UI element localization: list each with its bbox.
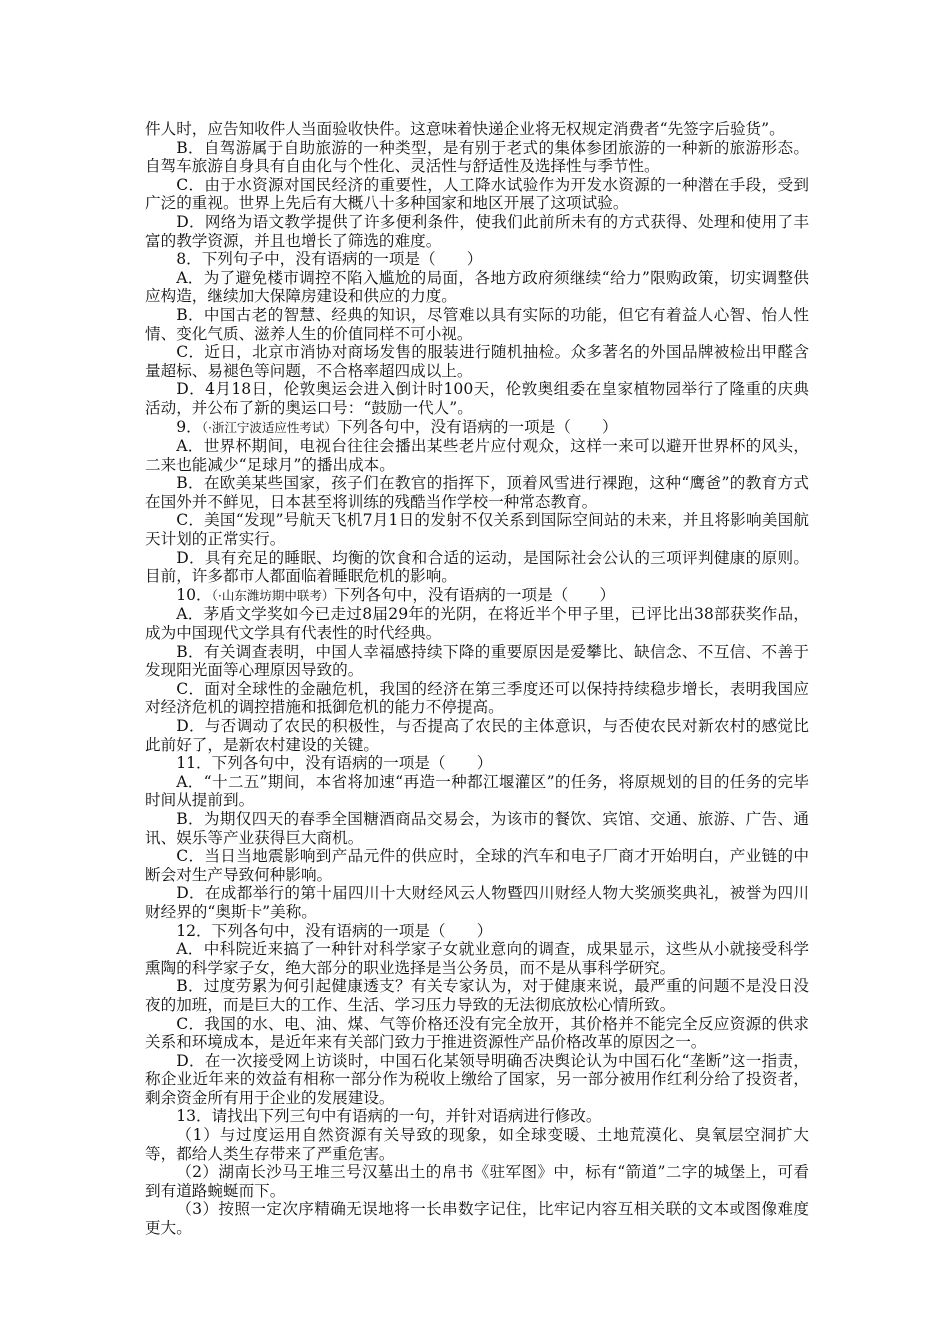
question-text: 下列各句中，没有语病的一项是（ ） bbox=[336, 417, 618, 436]
question-text: 下列各句中，没有语病的一项是（ ） bbox=[334, 585, 616, 604]
paragraph: C．近日，北京市消协对商场发售的服装进行随机抽检。众多著名的外国品牌被检出甲醛含量超标、易褪色等问题，不合格率超四成以上。 bbox=[145, 343, 809, 380]
paragraph: C．由于水资源对国民经济的重要性，人工降水试验作为开发水资源的一种潜在手段，受到广泛的重视。世界上先后有大概八十多种国家和地区开展了这项试验。 bbox=[145, 175, 809, 213]
paragraph: （3）按照一定次序精确无误地将一长串数字记住，比牢记内容互相关联的文本或图像难度更大。 bbox=[145, 1200, 809, 1238]
question-number: 9． bbox=[176, 417, 202, 436]
paragraph: C．我国的水、电、油、煤、气等价格还没有完全放开，其价格并不能完全反应资源的供求关系和环境成本，是近年来有关部门致力于推进资源性产品价格改革的原因之一。 bbox=[145, 1014, 809, 1052]
paragraph: （1）与过度运用自然资源有关导致的现象，如全球变暖、土地荒漠化、臭氧层空洞扩大等，都给人类生存带来了严重危害。 bbox=[145, 1126, 809, 1163]
paragraph: C．当日当地震影响到产品元件的供应时，全球的汽车和电子厂商才开始明白，产业链的中断会对生产导致何种影响。 bbox=[145, 847, 809, 884]
paragraph: B．有关调查表明，中国人幸福感持续下降的重要原因是爱攀比、缺信念、不互信、不善于发现阳光面等心理原因导致的。 bbox=[145, 642, 809, 680]
paragraph: C．美国“发现”号航天飞机7月1日的发射不仅关系到国际空间站的未来，并且将影响美国航天计划的正常实行。 bbox=[145, 511, 809, 549]
question-heading bbox=[145, 586, 809, 606]
question-heading bbox=[145, 418, 809, 438]
question-number: 10． bbox=[176, 585, 212, 604]
paragraph: D．在成都举行的第十届四川十大财经风云人物暨四川财经人物大奖颁奖典礼，被誉为四川财经界的“奥斯卡”美称。 bbox=[145, 884, 809, 921]
paragraph: B．中国古老的智慧、经典的知识，尽管难以具有实际的功能，但它有着益人心智、怡人性情、变化气质、滋养人生的价值同样不可小视。 bbox=[145, 305, 809, 343]
question-heading: 11．下列各句中，没有语病的一项是（ ） bbox=[176, 754, 493, 773]
document-body bbox=[145, 120, 809, 1238]
question-heading: 12．下列各句中，没有语病的一项是（ ） bbox=[176, 921, 493, 940]
paragraph: （2）湖南长沙马王堆三号汉墓出土的帛书《驻军图》中，标有“箭道”二字的城堡上，可看到有道路蜿蜒而下。 bbox=[145, 1163, 809, 1200]
question-heading: 8．下列句子中，没有语病的一项是（ ） bbox=[176, 250, 483, 269]
question-source: （·浙江宁波适应性考试） bbox=[201, 419, 337, 435]
paragraph: A．中科院近来搞了一种针对科学家子女就业意向的调查，成果显示，这些从小就接受科学熏陶的科学家子女，绝大部分的职业选择是当公务员，而不是从事科学研究。 bbox=[145, 940, 809, 977]
paragraph: A．为了避免楼市调控不陷入尴尬的局面，各地方政府须继续“给力”限购政策，切实调整供应构造，继续加大保障房建设和供应的力度。 bbox=[145, 268, 809, 306]
question-heading: 13．请找出下列三句中有语病的一句，并针对语病进行修改。 bbox=[176, 1107, 602, 1126]
paragraph: B．过度劳累为何引起健康透支？有关专家认为，对于健康来说，最严重的问题不是没日没夜的加班，而是巨大的工作、生活、学习压力导致的无法彻底放松心情所致。 bbox=[145, 977, 809, 1014]
paragraph: D．具有充足的睡眠、均衡的饮食和合适的运动，是国际社会公认的三项评判健康的原则。目前，许多都市人都面临着睡眠危机的影响。 bbox=[145, 548, 809, 586]
paragraph: B．自驾游属于自助旅游的一种类型，是有别于老式的集体参团旅游的一种新的旅游形态。自驾车旅游自身具有自由化与个性化、灵活性与舒适性及选择性与季节性。 bbox=[145, 138, 809, 176]
paragraph: B．在欧美某些国家，孩子们在教官的指挥下，顶着风雪进行裸跑，这种“鹰爸”的教育方式在国外并不鲜见，日本甚至将训练的残酷当作学校一种常态教育。 bbox=[145, 474, 809, 511]
paragraph: D．在一次接受网上访谈时，中国石化某领导明确否决舆论认为中国石化“垄断”这一指责，称企业近年来的效益有相称一部分作为税收上缴给了国家，另一部分被用作红利分给了投资者，剩余资金所有用于企业的发展建设。 bbox=[145, 1051, 809, 1107]
paragraph: 件人时，应告知收件人当面验收快件。这意味着快递企业将无权规定消费者“先签字后验货”。 bbox=[145, 120, 785, 138]
paragraph: A．茅盾文学奖如今已走过8届29年的光阴，在将近半个甲子里，已评比出38部获奖作品，成为中国现代文学具有代表性的时代经典。 bbox=[145, 605, 809, 643]
paragraph: B．为期仅四天的春季全国糖酒商品交易会，为该市的餐饮、宾馆、交通、旅游、广告、通讯、娱乐等产业获得巨大商机。 bbox=[145, 809, 809, 847]
paragraph: D．4月18日，伦敦奥运会进入倒计时100天，伦敦奥组委在皇家植物园举行了隆重的庆典活动，并公布了新的奥运口号：“鼓励一代人”。 bbox=[145, 380, 809, 417]
paragraph: A．世界杯期间，电视台往往会播出某些老片应付观众，这样一来可以避开世界杯的风头，二来也能减少“足球月”的播出成本。 bbox=[145, 437, 809, 474]
paragraph: D．与否调动了农民的积极性，与否提高了农民的主体意识，与否使农民对新农村的感觉比此前好了，是新农村建设的关键。 bbox=[145, 717, 809, 754]
question-source: （·山东潍坊期中联考） bbox=[211, 587, 335, 603]
paragraph: D．网络为语文教学提供了许多便利条件，使我们此前所未有的方式获得、处理和使用了丰富的教学资源，并且也增长了筛选的难度。 bbox=[145, 212, 809, 250]
paragraph: A．“十二五”期间，本省将加速“再造一种都江堰灌区”的任务，将原规划的目的任务的完毕时间从提前到。 bbox=[145, 772, 809, 810]
paragraph: C．面对全球性的金融危机，我国的经济在第三季度还可以保持持续稳步增长，表明我国应对经济危机的调控措施和抵御危机的能力不停提高。 bbox=[145, 679, 809, 717]
